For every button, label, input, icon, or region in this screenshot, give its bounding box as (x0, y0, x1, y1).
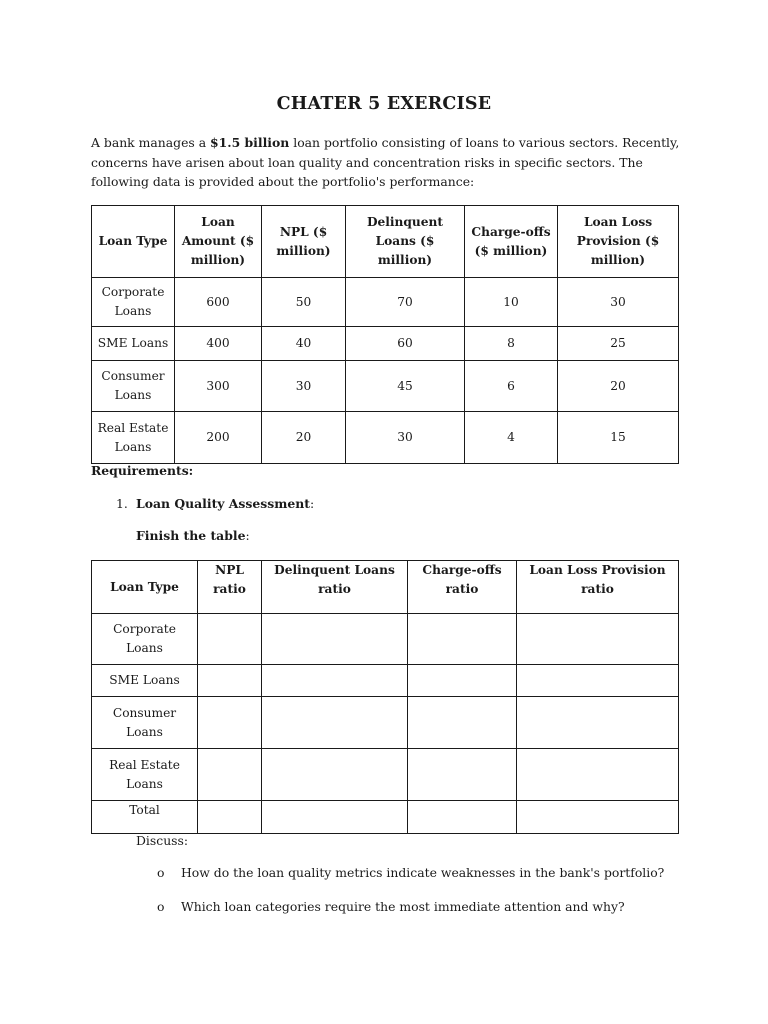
table-row (92, 361, 679, 412)
intro-suffix: loan portfolio consisting of loans to various sectors. Recently, concerns have arisen about loan quality and concentration risks in specific sectors. The following data is provided about the portfolio's performance: (91, 135, 680, 189)
table-cell: 8 (465, 327, 558, 361)
empty-answer-cell (517, 614, 679, 665)
empty-answer-cell (408, 614, 517, 665)
empty-answer-cell (262, 665, 408, 697)
column-header: NPL ratio (198, 561, 262, 614)
column-header: NPL ($ million) (262, 206, 346, 278)
requirements-heading: Requirements: (91, 463, 194, 478)
empty-answer-cell (408, 697, 517, 749)
empty-answer-cell (262, 697, 408, 749)
empty-answer-cell (198, 614, 262, 665)
item-title: Loan Quality Assessment (136, 496, 310, 511)
empty-answer-cell (408, 665, 517, 697)
question-text: Which loan categories require the most immediate attention and why? (181, 899, 625, 914)
finish-label: Finish the table (136, 528, 246, 543)
table-row (92, 614, 679, 665)
table-cell: SME Loans (92, 327, 175, 361)
table-cell: 25 (558, 327, 679, 361)
portfolio-data-table (91, 205, 679, 464)
table-cell: 20 (262, 412, 346, 464)
table-cell: 400 (175, 327, 262, 361)
table-cell: 30 (262, 361, 346, 412)
table-row (92, 278, 679, 327)
column-header: Loan Loss Provision ($ million) (558, 206, 679, 278)
empty-answer-cell (198, 801, 262, 834)
row-label: SME Loans (92, 665, 198, 697)
table-cell: 40 (262, 327, 346, 361)
item-number: 1. (116, 496, 128, 511)
empty-answer-cell (408, 801, 517, 834)
bullet-marker: o (157, 865, 165, 880)
empty-answer-cell (198, 665, 262, 697)
ratio-answer-table (91, 560, 679, 834)
table-cell: 15 (558, 412, 679, 464)
empty-answer-cell (517, 665, 679, 697)
question-text: How do the loan quality metrics indicate weaknesses in the bank's portfolio? (181, 865, 665, 880)
table-cell: 30 (558, 278, 679, 327)
table-row (92, 749, 679, 801)
table-header-row (92, 206, 679, 278)
table-row (92, 665, 679, 697)
table-cell: 45 (346, 361, 465, 412)
table-cell: 50 (262, 278, 346, 327)
table-cell: 20 (558, 361, 679, 412)
empty-answer-cell (517, 801, 679, 834)
column-header: Charge-offs ($ million) (465, 206, 558, 278)
column-header: Loan Type (92, 561, 198, 614)
intro-amount: $1.5 billion (210, 135, 290, 150)
table-header-row (92, 561, 679, 614)
table-row (92, 801, 679, 834)
intro-prefix: A bank manages a (91, 135, 211, 150)
table-cell: 6 (465, 361, 558, 412)
row-label: Real Estate Loans (92, 749, 198, 801)
row-label: Corporate Loans (92, 614, 198, 665)
table-cell: Corporate Loans (92, 278, 175, 327)
table-cell: 300 (175, 361, 262, 412)
requirement-item (116, 496, 314, 511)
column-header: Loan Loss Provision ratio (517, 561, 679, 614)
table-cell: 10 (465, 278, 558, 327)
empty-answer-cell (262, 614, 408, 665)
table-cell: 70 (346, 278, 465, 327)
document-title: CHATER 5 EXERCISE (276, 94, 492, 114)
empty-answer-cell (198, 749, 262, 801)
empty-answer-cell (517, 697, 679, 749)
table-row (92, 327, 679, 361)
empty-answer-cell (517, 749, 679, 801)
table-cell: 200 (175, 412, 262, 464)
empty-answer-cell (198, 697, 262, 749)
finish-table-instruction (136, 528, 250, 543)
table-row (92, 412, 679, 464)
empty-answer-cell (408, 749, 517, 801)
item-colon: : (309, 496, 315, 511)
table-cell: 60 (346, 327, 465, 361)
row-label: Total (92, 801, 198, 834)
table-cell: 600 (175, 278, 262, 327)
table-row (92, 697, 679, 749)
table-cell: 4 (465, 412, 558, 464)
finish-colon: : (245, 528, 250, 543)
table-cell: 30 (346, 412, 465, 464)
discussion-question (157, 899, 625, 914)
table-cell: Consumer Loans (92, 361, 175, 412)
empty-answer-cell (262, 801, 408, 834)
row-label: Consumer Loans (92, 697, 198, 749)
bullet-marker: o (157, 899, 165, 914)
column-header: Delinquent Loans ratio (262, 561, 408, 614)
column-header: Loan Amount ($ million) (175, 206, 262, 278)
column-header: Loan Type (92, 206, 175, 278)
discussion-question (157, 865, 664, 880)
column-header: Charge-offs ratio (408, 561, 517, 614)
column-header: Delinquent Loans ($ million) (346, 206, 465, 278)
intro-paragraph (91, 133, 681, 192)
empty-answer-cell (262, 749, 408, 801)
discuss-label: Discuss: (136, 833, 189, 848)
table-cell: Real Estate Loans (92, 412, 175, 464)
